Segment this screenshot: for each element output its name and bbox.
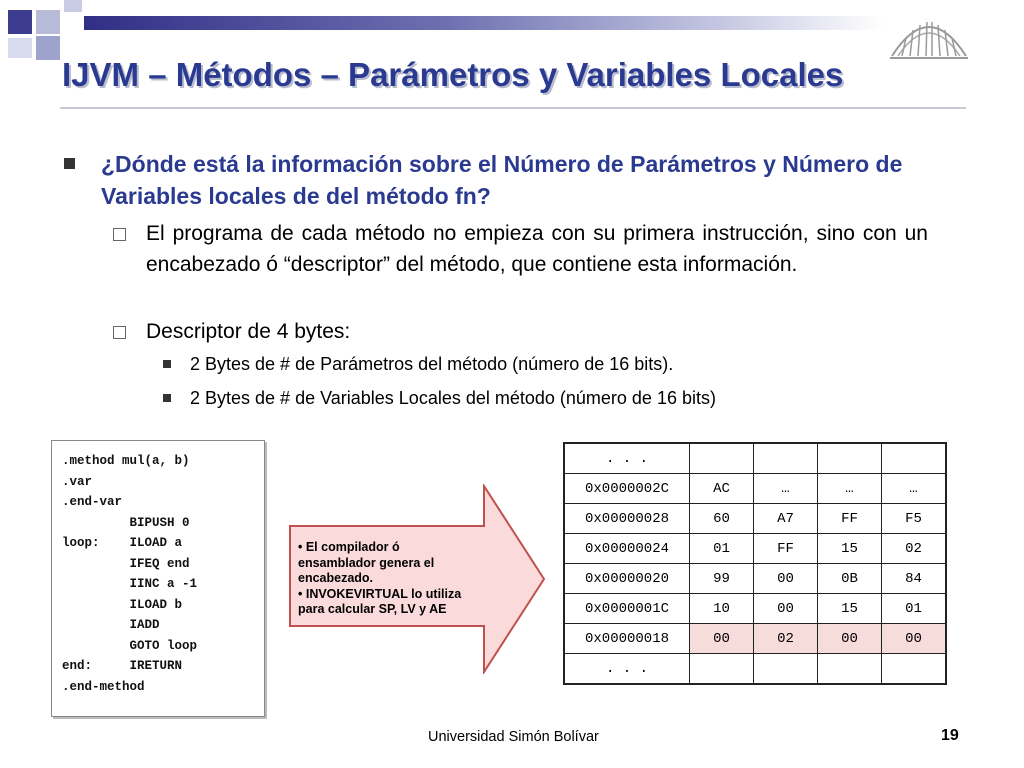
- memory-byte: 01: [690, 534, 754, 564]
- page-number: 19: [941, 727, 959, 744]
- code-line: BIPUSH 0: [62, 515, 190, 530]
- memory-byte: [754, 443, 818, 474]
- memory-byte: AC: [690, 474, 754, 504]
- memory-address: 0x00000018: [564, 624, 690, 654]
- code-line: IFEQ end: [62, 556, 190, 571]
- memory-byte: FF: [818, 504, 882, 534]
- memory-byte: 01: [882, 594, 947, 624]
- memory-address: 0x0000001C: [564, 594, 690, 624]
- memory-byte: [690, 654, 754, 685]
- memory-byte: 15: [818, 534, 882, 564]
- decor-square: [8, 10, 32, 34]
- memory-byte: 00: [754, 594, 818, 624]
- memory-byte: 00: [754, 564, 818, 594]
- third-bullet-text: 2 Bytes de # de Parámetros del método (número de 16 bits).: [190, 354, 674, 374]
- code-line: IINC a -1: [62, 577, 198, 591]
- memory-byte: 99: [690, 564, 754, 594]
- code-line: .end-var: [62, 495, 123, 509]
- hollow-square-bullet-icon: [113, 326, 126, 339]
- memory-byte: 15: [818, 594, 882, 624]
- memory-byte: 0B: [818, 564, 882, 594]
- code-line: loop: ILOAD a: [62, 536, 183, 550]
- code-line: end: IRETURN: [62, 659, 183, 673]
- memory-byte: 00: [818, 624, 882, 654]
- memory-table: [563, 442, 947, 685]
- memory-byte: FF: [754, 534, 818, 564]
- memory-address: 0x00000028: [564, 504, 690, 534]
- callout-line: • El compilador ó ensamblador genera el encabezado.: [298, 540, 435, 585]
- memory-row: [564, 564, 946, 594]
- memory-byte: A7: [754, 504, 818, 534]
- memory-row: [564, 654, 946, 685]
- memory-byte: F5: [882, 504, 947, 534]
- decor-square: [8, 38, 32, 58]
- memory-byte: 84: [882, 564, 947, 594]
- code-line: IADD: [62, 618, 160, 632]
- code-line: .method mul(a, b): [62, 454, 190, 468]
- callout-line: • INVOKEVIRTUAL lo utiliza para calcular SP, LV y AE: [298, 586, 462, 616]
- title-divider: [60, 107, 966, 109]
- memory-byte: 02: [882, 534, 947, 564]
- memory-byte: [818, 654, 882, 685]
- memory-row: [564, 534, 946, 564]
- memory-byte: 00: [690, 624, 754, 654]
- memory-byte: 00: [882, 624, 947, 654]
- code-listing-box: [51, 440, 265, 717]
- sub-bullet-text: Descriptor de 4 bytes:: [146, 320, 351, 343]
- code-listing: [62, 451, 197, 697]
- memory-address: . . .: [564, 443, 690, 474]
- memory-byte: 10: [690, 594, 754, 624]
- memory-address: 0x0000002C: [564, 474, 690, 504]
- code-line: ILOAD b: [62, 597, 183, 612]
- memory-row: [564, 443, 946, 474]
- memory-byte: [690, 443, 754, 474]
- arrow-callout-text: [298, 540, 476, 618]
- decor-square: [36, 36, 60, 60]
- sub-bullet-text: El programa de cada método no empieza con su primera instrucción, sino con un encabezado ó “descriptor” del método, que contiene esta información.: [146, 222, 928, 276]
- memory-byte: [818, 443, 882, 474]
- code-line: .var: [62, 474, 93, 489]
- footer-institution: Universidad Simón Bolívar: [428, 729, 599, 745]
- small-square-bullet-icon: [163, 360, 171, 368]
- memory-address: 0x00000020: [564, 564, 690, 594]
- title-gradient-bar: [84, 16, 884, 30]
- hollow-square-bullet-icon: [113, 228, 126, 241]
- memory-address: . . .: [564, 654, 690, 685]
- memory-byte: …: [818, 474, 882, 504]
- university-dome-logo: [886, 6, 972, 64]
- memory-row: [564, 504, 946, 534]
- memory-byte: 60: [690, 504, 754, 534]
- memory-row: [564, 624, 946, 654]
- memory-byte: [882, 654, 947, 685]
- third-bullet-text: 2 Bytes de # de Variables Locales del método (número de 16 bits): [190, 388, 716, 408]
- memory-address: 0x00000024: [564, 534, 690, 564]
- small-square-bullet-icon: [163, 394, 171, 402]
- memory-byte: [882, 443, 947, 474]
- code-line: .end-method: [62, 679, 145, 694]
- memory-row: [564, 474, 946, 504]
- memory-byte: 02: [754, 624, 818, 654]
- main-bullet-text: ¿Dónde está la información sobre el Número de Parámetros y Número de Variables locales de del método fn?: [101, 151, 903, 209]
- memory-byte: [754, 654, 818, 685]
- decor-square: [64, 0, 82, 12]
- memory-byte: …: [754, 474, 818, 504]
- decor-square: [36, 10, 60, 34]
- memory-byte: …: [882, 474, 947, 504]
- slide-title: IJVM – Métodos – Parámetros y Variables Locales: [62, 56, 844, 93]
- code-line: GOTO loop: [62, 638, 198, 653]
- memory-row: [564, 594, 946, 624]
